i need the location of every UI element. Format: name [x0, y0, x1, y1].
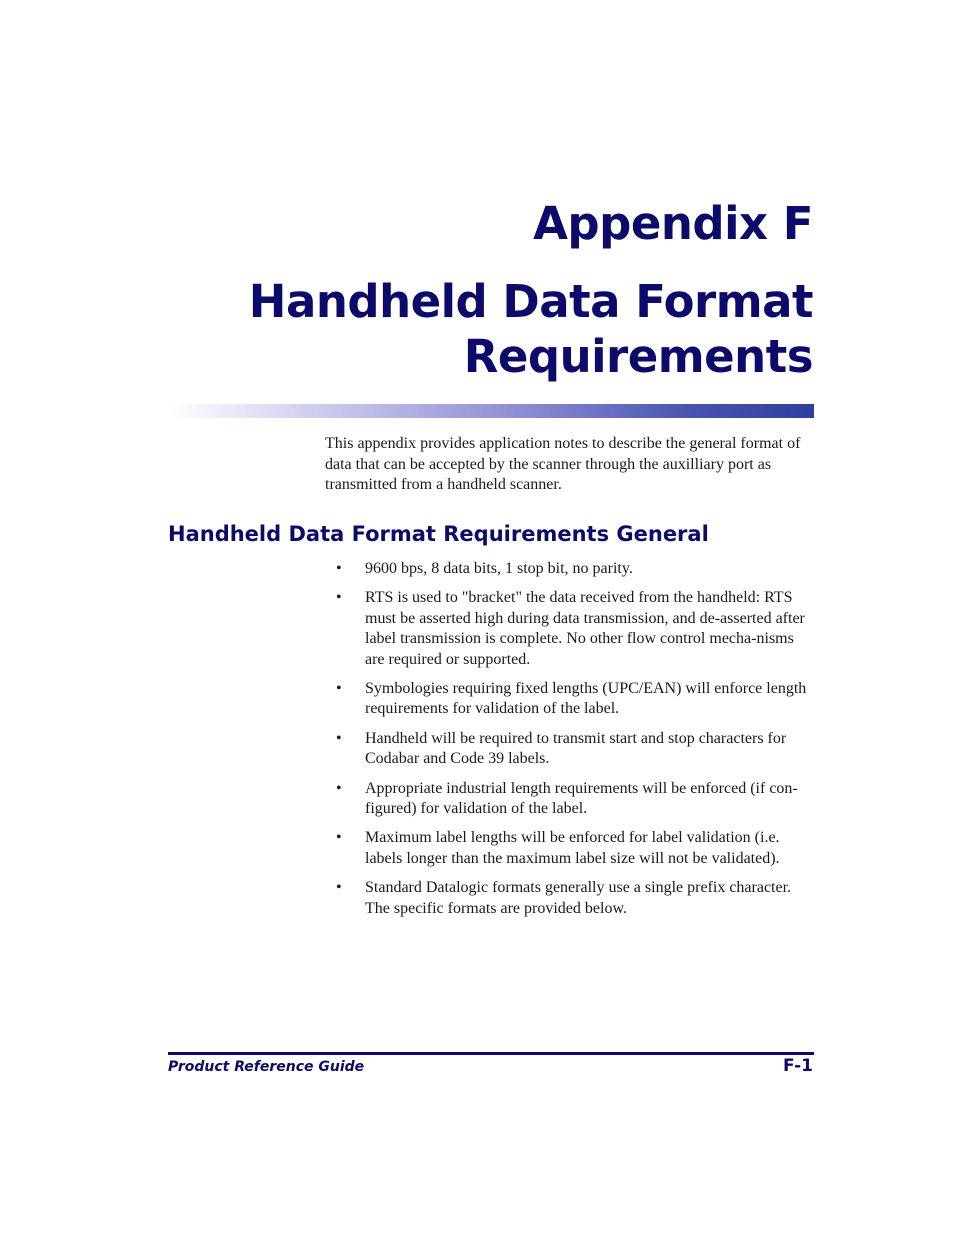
bullet-icon: • [336, 729, 342, 747]
list-item [336, 559, 816, 579]
bullet-icon: • [336, 879, 342, 897]
list-item [336, 588, 816, 670]
section-heading: Handheld Data Format Requirements General [168, 522, 709, 546]
list-item-text: Appropriate industrial length requirements will be enforced (if con-figured) for validation of the label. [365, 779, 798, 818]
list-item-text: Maximum label lengths will be enforced for label validation (i.e. labels longer than the maximum label size will not be validated). [365, 829, 780, 867]
bullet-icon: • [336, 680, 342, 698]
list-item-text: Standard Datalogic formats generally use a single prefix character. The specific formats are provided below. [365, 879, 792, 917]
list-item [336, 679, 816, 720]
list-item [336, 828, 816, 869]
bullet-icon: • [336, 589, 342, 607]
list-item-text: Handheld will be required to transmit start and stop characters for Codabar and Code 39 labels. [365, 729, 787, 768]
list-item [336, 878, 816, 919]
page-number: F-1 [783, 1056, 813, 1076]
bullet-icon: • [336, 560, 342, 577]
chapter-title: Handheld Data Format Requirements [248, 275, 813, 383]
footer-guide-title: Product Reference Guide [168, 1059, 365, 1075]
bullet-icon: • [336, 829, 342, 847]
list-item-text: Symbologies requiring fixed lengths (UPC/EAN) will enforce length requirements for validation of the label. [365, 680, 807, 718]
requirements-list [336, 559, 816, 928]
intro-paragraph: This appendix provides application notes to describe the general format of data that can be accepted by the scanner through the auxilliary port as transmitted from a handheld scanner. [325, 435, 801, 494]
list-item [336, 729, 816, 770]
list-item [336, 779, 816, 820]
list-item-text: RTS is used to "bracket" the data received from the handheld: RTS must be asserted high during data transmission, and de-asserted after label transmission is complete. No other flow control mecha-nisms are required or supported. [365, 589, 805, 668]
bullet-icon: • [336, 779, 342, 797]
footer-rule [168, 1052, 814, 1055]
appendix-label: Appendix F [533, 197, 813, 250]
list-item-text: 9600 bps, 8 data bits, 1 stop bit, no parity. [365, 560, 633, 577]
title-gradient-rule [168, 404, 814, 418]
